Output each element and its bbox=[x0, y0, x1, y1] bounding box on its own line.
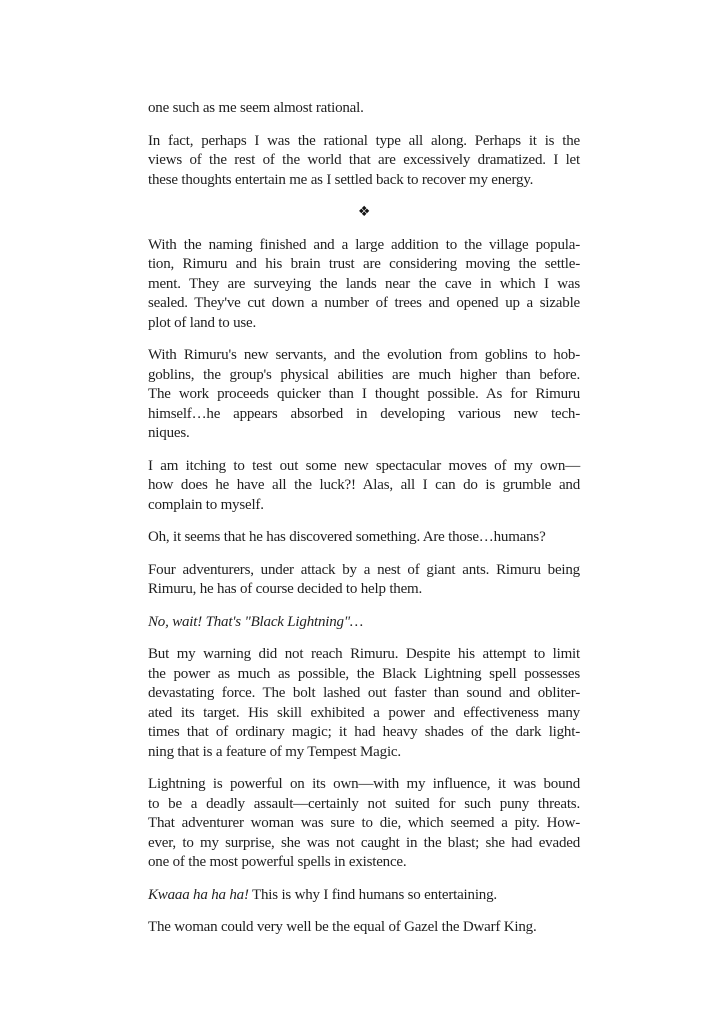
text-line bbox=[148, 814, 580, 834]
text-line bbox=[148, 151, 580, 171]
text-line bbox=[148, 561, 580, 581]
paragraph bbox=[148, 528, 580, 548]
text-segment: Rimuru, he has of course decided to help them. bbox=[148, 581, 423, 597]
text-segment: devastating force. The bolt lashed out faster than sound and obliter- bbox=[148, 685, 580, 701]
text-line bbox=[148, 255, 580, 275]
paragraph bbox=[148, 561, 580, 600]
text-line bbox=[148, 99, 580, 119]
text-line bbox=[148, 424, 580, 444]
text-line bbox=[148, 294, 580, 314]
italic-text-segment: No, wait! That's "Black Lightning"… bbox=[148, 613, 364, 630]
text-segment: I am itching to test out some new spectacular moves of my own— bbox=[148, 457, 580, 474]
text-line bbox=[148, 476, 580, 496]
paragraph bbox=[148, 346, 580, 444]
text-segment: The work proceeds quicker than I thought possible. As for Rimuru bbox=[148, 386, 580, 402]
text-line bbox=[148, 684, 580, 704]
text-line bbox=[148, 723, 580, 743]
text-line bbox=[148, 385, 580, 405]
text-segment: ment. They are surveying the lands near the cave in which I was bbox=[148, 275, 580, 292]
paragraph bbox=[148, 886, 580, 906]
text-segment: tion, Rimuru and his brain trust are considering moving the settle- bbox=[148, 256, 580, 272]
text-column bbox=[148, 99, 580, 951]
text-segment: one of the most powerful spells in existence. bbox=[148, 854, 407, 870]
text-line bbox=[148, 528, 580, 548]
text-segment: Oh, it seems that he has discovered something. Are those…humans? bbox=[148, 529, 546, 545]
text-segment: these thoughts entertain me as I settled back to recover my energy. bbox=[148, 171, 534, 188]
text-line bbox=[148, 665, 580, 685]
text-line bbox=[148, 132, 580, 152]
text-segment: complain to myself. bbox=[148, 496, 264, 513]
text-segment: In fact, perhaps I was the rational type all along. Perhaps it is the bbox=[148, 132, 580, 149]
text-line bbox=[148, 457, 580, 477]
text-line bbox=[148, 743, 580, 763]
paragraph bbox=[148, 132, 580, 191]
text-line bbox=[148, 580, 580, 600]
text-segment: to be a deadly assault—certainly not suited for such puny threats. bbox=[148, 795, 580, 812]
text-segment: one such as me seem almost rational. bbox=[148, 100, 364, 116]
text-segment: But my warning did not reach Rimuru. Despite his attempt to limit bbox=[148, 646, 580, 662]
text-line bbox=[148, 613, 580, 633]
paragraph bbox=[148, 99, 580, 119]
text-segment: With Rimuru's new servants, and the evolution from goblins to hob- bbox=[148, 347, 580, 363]
text-line bbox=[148, 366, 580, 386]
text-segment: The woman could very well be the equal of Gazel the Dwarf King. bbox=[148, 919, 537, 935]
text-segment: With the naming finished and a large addition to the village popula- bbox=[148, 236, 580, 253]
text-line bbox=[148, 886, 580, 906]
text-line bbox=[148, 704, 580, 724]
text-line bbox=[148, 346, 580, 366]
text-line bbox=[148, 496, 580, 516]
paragraph bbox=[148, 613, 580, 633]
text-segment: himself…he appears absorbed in developing various new tech- bbox=[148, 405, 580, 422]
paragraph bbox=[148, 918, 580, 938]
text-line bbox=[148, 275, 580, 295]
text-line bbox=[148, 775, 580, 795]
text-line bbox=[148, 314, 580, 334]
italic-text-segment: Kwaaa ha ha ha! bbox=[148, 886, 249, 903]
text-segment: Lightning is powerful on its own—with my influence, it was bound bbox=[148, 776, 580, 792]
text-line bbox=[148, 853, 580, 873]
text-segment: views of the rest of the world that are excessively dramatized. I let bbox=[148, 152, 580, 168]
text-line bbox=[148, 918, 580, 938]
text-segment: ever, to my surprise, she was not caught in the blast; she had evaded bbox=[148, 834, 580, 851]
text-segment: This is why I find humans so entertaining. bbox=[248, 886, 497, 903]
text-line bbox=[148, 645, 580, 665]
text-segment: sealed. They've cut down a number of trees and opened up a sizable bbox=[148, 295, 580, 311]
text-segment: Four adventurers, under attack by a nest of giant ants. Rimuru being bbox=[148, 561, 580, 578]
text-segment: how does he have all the luck?! Alas, all I can do is grumble and bbox=[148, 477, 580, 493]
paragraph bbox=[148, 457, 580, 516]
section-divider-ornament: ❖ bbox=[357, 204, 371, 220]
text-segment: times that of ordinary magic; it had heavy shades of the dark light- bbox=[148, 724, 580, 740]
text-segment: ning that is a feature of my Tempest Magic. bbox=[148, 743, 401, 760]
text-line bbox=[148, 795, 580, 815]
paragraph bbox=[148, 775, 580, 873]
paragraph bbox=[148, 645, 580, 762]
text-segment: ated its target. His skill exhibited a power and effectiveness many bbox=[148, 704, 580, 721]
text-segment: the power as much as possible, the Black Lightning spell possesses bbox=[148, 665, 580, 682]
text-line bbox=[148, 171, 580, 191]
text-segment: That adventurer woman was sure to die, which seemed a pity. How- bbox=[148, 815, 580, 831]
paragraph bbox=[148, 236, 580, 334]
text-segment: goblins, the group's physical abilities are much higher than before. bbox=[148, 366, 580, 383]
text-line bbox=[148, 236, 580, 256]
text-segment: plot of land to use. bbox=[148, 314, 257, 331]
text-segment: niques. bbox=[148, 425, 190, 441]
text-line bbox=[148, 405, 580, 425]
text-line bbox=[148, 834, 580, 854]
